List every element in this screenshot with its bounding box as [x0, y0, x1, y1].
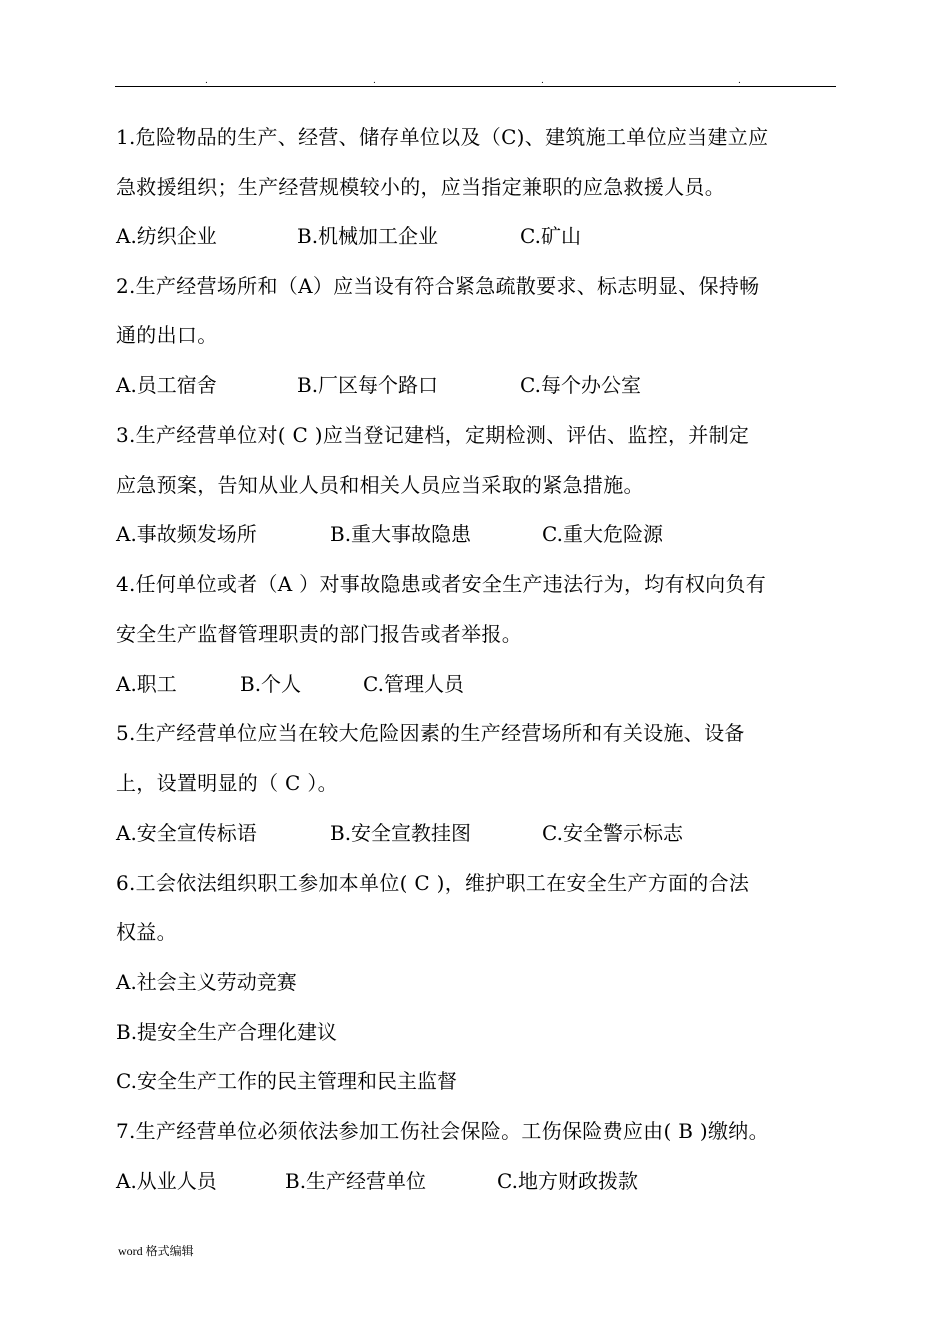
option-b: B.重大事故隐患	[330, 522, 472, 546]
option-c: C.矿山	[520, 224, 581, 248]
option-b: B.安全宣教挂图	[330, 821, 472, 845]
option-c: C.管理人员	[363, 672, 464, 696]
question-text: 安全生产监督管理职责的部门报告或者举报。	[116, 622, 522, 646]
option-a: A.社会主义劳动竞赛	[116, 970, 297, 994]
option-b: B.机械加工企业	[297, 224, 439, 248]
option-c: C.重大危险源	[542, 522, 663, 546]
option-a: A.从业人员	[116, 1169, 217, 1193]
header-dot: .	[541, 76, 544, 86]
option-b: B.生产经营单位	[285, 1169, 427, 1193]
question-text: 5.生产经营单位应当在较大危险因素的生产经营场所和有关设施、设备	[116, 721, 745, 745]
question-text: 4.任何单位或者（A ）对事故隐患或者安全生产违法行为，均有权向负有	[116, 572, 767, 596]
footer-text: word 格式编辑	[118, 1244, 194, 1258]
option-b: B.厂区每个路口	[297, 373, 439, 397]
option-a: A.员工宿舍	[116, 373, 217, 397]
option-b: B.个人	[240, 672, 302, 696]
header-dot: .	[738, 76, 741, 86]
option-c: C.安全警示标志	[542, 821, 683, 845]
option-c: C.每个办公室	[520, 373, 641, 397]
question-text: 通的出口。	[116, 323, 218, 347]
option-a: A.事故频发场所	[116, 522, 257, 546]
question-text: 6.工会依法组织职工参加本单位( C )，维护职工在安全生产方面的合法	[116, 871, 750, 895]
question-text: 急救援组织；生产经营规模较小的，应当指定兼职的应急救援人员。	[116, 175, 725, 199]
header-rule	[115, 86, 836, 87]
question-text: 权益。	[116, 920, 177, 944]
option-a: A.纺织企业	[116, 224, 217, 248]
header-dot: .	[373, 76, 376, 86]
option-a: A.安全宣传标语	[116, 821, 257, 845]
question-text: 1.危险物品的生产、经营、储存单位以及（C)、建筑施工单位应当建立应	[116, 125, 769, 149]
question-text: 应急预案，告知从业人员和相关人员应当采取的紧急措施。	[116, 473, 644, 497]
question-text: 2.生产经营场所和（A）应当设有符合紧急疏散要求、标志明显、保持畅	[116, 274, 760, 298]
option-a: A.职工	[116, 672, 177, 696]
option-b: B.提安全生产合理化建议	[116, 1020, 338, 1044]
question-text: 3.生产经营单位对( C )应当登记建档，定期检测、评估、监控，并制定	[116, 423, 750, 447]
option-c: C.安全生产工作的民主管理和民主监督	[116, 1069, 457, 1093]
option-c: C.地方财政拨款	[497, 1169, 638, 1193]
header-dot: .	[205, 76, 208, 86]
question-text: 上，设置明显的（ C ）。	[116, 771, 338, 795]
question-text: 7.生产经营单位必须依法参加工伤社会保险。工伤保险费应由( B )缴纳。	[116, 1119, 769, 1143]
